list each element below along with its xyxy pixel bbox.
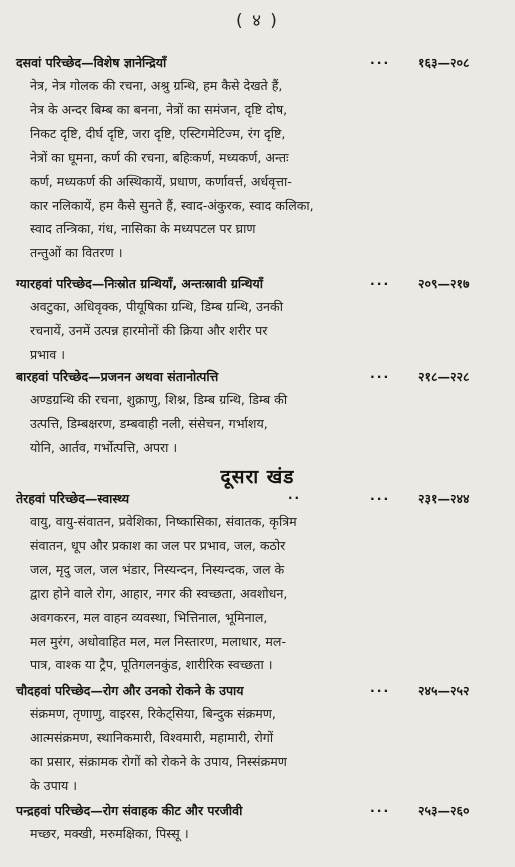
topic-line: का प्रसार, संक्रामक रोगों को रोकने के उपाय, निस्संक्रमण [30,753,287,769]
topic-line: तन्तुओं का वितरण । [30,245,123,261]
topic-line: संक्रमण, तृणाणु, वाइरस, रिकेट्सिया, बिन्दुक संक्रमण, [30,706,276,721]
topic-line: आत्मसंक्रमण, स्थानिकमारी, विश्वमारी, महामारी, रोगों [30,729,274,745]
topic-line: अवटुका, अधिवृक्क, पीयूषिका ग्रन्थि, डिम्ब ग्रन्थि, उनकी [30,299,283,314]
topic-line: कर्ण, मध्यकर्ण की अस्थिकायें, प्रधाण, कर्णावर्त्त, अर्धवृत्ता- [30,173,292,189]
page-range: २५३—२६० [418,803,470,818]
topic-line: के उपाय । [30,777,78,793]
entry-topics [30,510,498,677]
entry-heading [0,800,515,822]
topic-line: वायु, वायु-संवातन, प्रवेशिका, निष्कासिका, संवातक, कृत्रिम [30,514,297,529]
topic-line: नेत्र, नेत्र गोलक की रचना, अश्रु ग्रन्थि, हम कैसे देखते हैं, [30,78,283,93]
topic-line: मल मुरंग, अधोवाहित मल, मल निस्तारण, मलाधार, मल- [30,633,286,649]
leader-dots: ... [370,800,391,815]
section-heading: दूसरा खंड [220,466,295,488]
leader-dots: ... [370,680,391,695]
mid-dots: .. [288,488,302,502]
leader-dots: ... [370,366,391,381]
topic-line: कार नलिकायें, हम कैसे सुनते हैं, स्वाद-अंकुरक, स्वाद कलिका, [30,197,314,213]
topic-line: द्वारा होने वाले रोग, आहार, नगर की स्वच्छता, अवशोधन, [30,585,288,601]
entry-title: बारहवां परिच्छेद—प्रजनन अथवा संतानोत्पत्ति [16,369,219,384]
toc-entry-13 [0,488,515,673]
entry-topics [30,702,498,798]
topic-line: उत्पत्ति, डिम्बक्षरण, डम्बवाही नली, संसेचन, गर्भाशय, [30,415,268,431]
topic-line: पात्र, वाश्क या ट्रैप, पूतिगलनकुंड, शारीरिक स्वच्छता । [30,657,273,673]
page-range: १६३—२०८ [418,55,470,70]
entry-topics [30,822,498,846]
toc-entry-12 [0,366,515,455]
topic-line: रचनायें, उनमें उत्पन्न हारमोनों की क्रिया और शरीर पर [30,322,268,338]
entry-heading [0,273,515,295]
leader-dots: ... [370,52,391,67]
topic-line: स्वाद तन्त्रिका, गंध, नासिका के मध्यपटल पर घ्राण [30,221,256,237]
entry-heading [0,366,515,388]
entry-heading [0,488,515,510]
page-range: २४५—२५२ [418,683,470,698]
toc-entry-15 [0,800,515,841]
topic-line: योनि, आर्तव, गर्भोत्पत्ति, अपरा । [30,439,178,455]
entry-topics [30,388,498,460]
topic-line: जल, मृदु जल, जल भंडार, निस्यन्दन, निस्यन्दक, जल के [30,561,285,577]
page-range: २३१—२४४ [418,491,470,506]
leader-dots: ... [370,488,391,503]
entry-title: दसवां परिच्छेद—विशेष ज्ञानेन्द्रियाँ [16,55,167,70]
page-range: २०९—२१७ [418,276,470,291]
entry-heading [0,52,515,74]
topic-line: मच्छर, मक्खी, मरुमक्षिका, पिस्सू । [30,826,189,841]
toc-entry-14 [0,680,515,793]
page-number: ( ४ ) [236,11,279,31]
toc-entry-11 [0,273,515,362]
page-range: २१८—२२८ [418,369,470,384]
topic-line: अवगकरन, मल वाहन व्यवस्था, भित्तिनाल, भूमिनाल, [30,609,268,625]
entry-topics [30,295,498,367]
entry-title: तेरहवां परिच्छेद—स्वास्थ्य [16,491,130,506]
topic-line: संवातन, धूप और प्रकाश का जल पर प्रभाव, जल, कठोर [30,537,286,553]
entry-topics [30,74,498,265]
toc-entry-10 [0,52,515,261]
leader-dots: ... [370,273,391,288]
topic-line: प्रभाव । [30,346,66,362]
entry-title: पन्द्रहवां परिच्छेद—रोग संवाहक कीट और परजीवी [16,803,243,818]
topic-line: नेत्रों का घूमना, कर्ण की रचना, बहिःकर्ण, मध्यकर्ण, अन्तः [30,149,289,165]
topic-line: अण्डग्रन्थि की रचना, शुक्राणु, शिश्न, डिम्ब ग्रन्थि, डिम्ब की [30,392,288,407]
entry-heading [0,680,515,702]
entry-title: चौदहवां परिच्छेद—रोग और उनको रोकने के उपाय [16,683,244,698]
entry-title: ग्यारहवां परिच्छेद—निःस्रोत ग्रन्थियाँ, अन्तःस्रावी ग्रन्थियाँ [16,276,263,291]
topic-line: नेत्र के अन्दर बिम्ब का बनना, नेत्रों का समंजन, दृष्टि दोष, [30,101,288,117]
topic-line: निकट दृष्टि, दीर्घ दृष्टि, जरा दृष्टि, एस्टिगमेटिज्म, रंग दृष्टि, [30,125,286,141]
